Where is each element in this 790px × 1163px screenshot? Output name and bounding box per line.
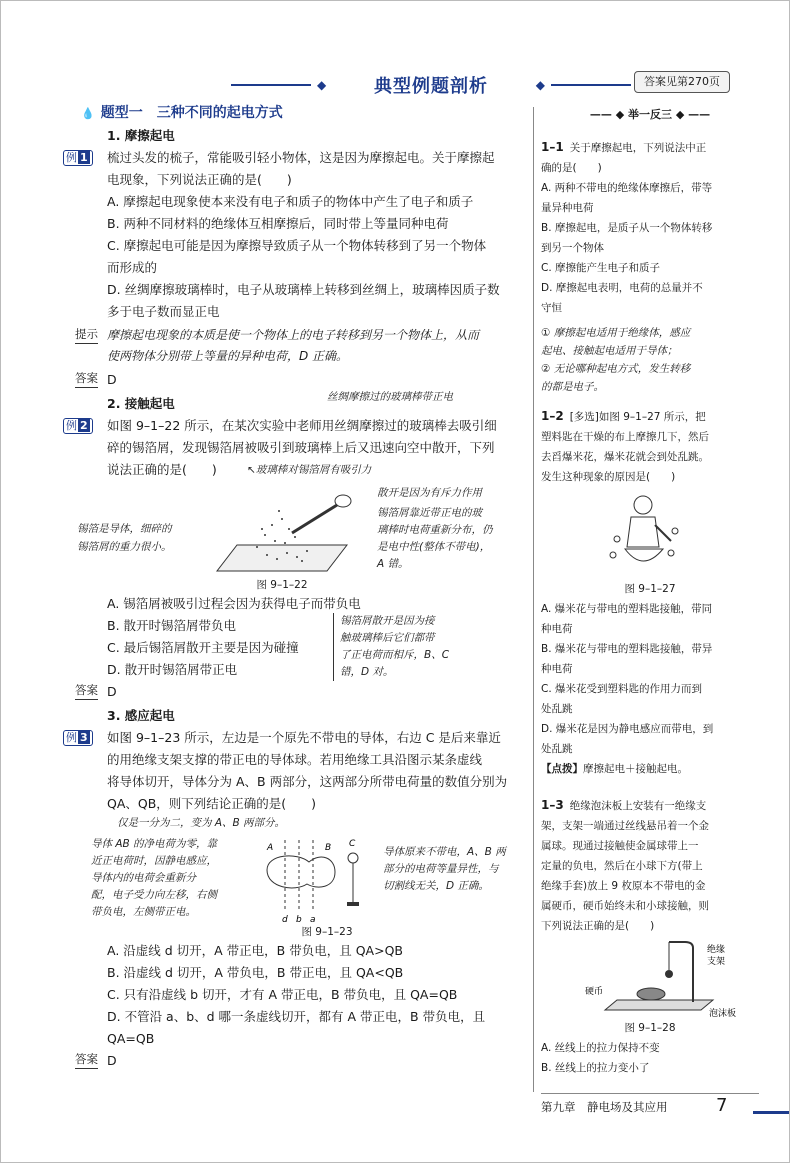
- header-line-right: [551, 84, 631, 86]
- label-coins: 硬币: [585, 987, 604, 997]
- example-tag-3: 例 3: [63, 730, 93, 746]
- option-a: A. 两种不带电的绝缘体摩擦后，带等: [541, 182, 713, 194]
- answer-2: [77, 681, 529, 705]
- note-brace-explanation: 锡箔屑散开是因为接 触玻璃棒后它们都带 了正电荷而相斥，B、C 错，D 对。: [333, 613, 449, 681]
- figure-9-1-22: [77, 481, 529, 593]
- hint-label: 提示: [75, 325, 98, 344]
- note-repulsion: 散开是因为有斥力作用: [377, 487, 482, 499]
- induction-illustration: [257, 836, 367, 924]
- label-a: a: [310, 915, 316, 924]
- option-a: A. 摩擦起电现象使本来没有电子和质子的物体中产生了电子和质子: [107, 194, 474, 209]
- section-title: 典型例题剖析: [374, 76, 488, 97]
- subsection-title-3: 3. 感应起电: [107, 708, 175, 723]
- hint-line: 使两物体分别带上等量的异种电荷，D 正确。: [107, 349, 349, 363]
- q-line: 塑料匙在干燥的布上摩擦几下，然后: [541, 431, 709, 443]
- pendulum-illustration: [581, 938, 751, 1018]
- note-attraction: ↖玻璃棒对锡箔屑有吸引力: [247, 464, 372, 476]
- label-B: B: [325, 843, 332, 853]
- header-ornament-left: ◆: [317, 78, 327, 92]
- chapter-title: 第九章 静电场及其应用: [541, 1100, 668, 1114]
- option-a: A. 沿虚线 d 切开，A 带正电，B 带负电，且 QA>QB: [107, 943, 403, 958]
- q-line: 属硬币，硬币始终未和小球接触，则: [541, 900, 709, 912]
- note-redistribution: 锡箔屑靠近带正电的玻 璃棒时电荷重新分布，仍 是电中性(整体不带电)， A 错。: [377, 507, 493, 570]
- note-conductor-1: 锡箔是导体，细碎的: [77, 523, 172, 535]
- q-line: 发生这种现象的原因是( ): [541, 471, 676, 483]
- answer-label: 答案: [75, 681, 98, 700]
- label-A: A: [267, 843, 274, 853]
- example-tag-1: 例 1: [63, 150, 93, 166]
- practice-number: 1–1: [541, 140, 564, 154]
- option-b-cont: 种电荷: [541, 663, 573, 675]
- answer-3: [77, 1050, 529, 1074]
- main-column: [66, 101, 529, 1074]
- answer-reference-badge: 答案见第270页: [634, 71, 730, 93]
- figure-caption: 图 9–1–22: [256, 579, 308, 591]
- q-line: 如图 9–1–23 所示，左边是一个原先不带电的导体，右边 C 是后来靠近: [107, 730, 501, 745]
- popcorn-illustration: [601, 491, 691, 575]
- option-c: C. 最后锡箔屑散开主要是因为碰撞: [107, 640, 299, 655]
- option-d: D. 不管沿 a、b、d 哪一条虚线切开，都有 A 带正电，B 带负电，且 QA=QB: [107, 1009, 486, 1046]
- q-line: 去舀爆米花，爆米花就会到处乱跳。: [541, 451, 709, 463]
- page-number: 7: [716, 1095, 728, 1116]
- note-induction: 导体 AB 的净电荷为零，靠 近正电荷时，因静电感应， 导体内的电荷会重新分 配，电子受力向左移，右侧 带负电，左侧带正电。: [91, 838, 218, 918]
- example-2-question: [66, 415, 529, 481]
- practice-1-3: [541, 795, 759, 1078]
- label-C: C: [349, 839, 356, 849]
- metal-ball: [665, 970, 673, 978]
- foam-board: [605, 1000, 713, 1010]
- droplets-icon: 💧: [81, 107, 95, 120]
- option-d: D. 丝绸摩擦玻璃棒时，电子从玻璃棒上转移到丝绸上，玻璃棒因质子数: [107, 282, 500, 297]
- option-d: D. 摩擦起电表明，电荷的总量并不: [541, 282, 703, 294]
- foil-experiment-illustration: [197, 485, 367, 577]
- q-line: 关于摩擦起电，下列说法中正: [569, 142, 707, 154]
- option-b: B. 摩擦起电，是质子从一个物体转移: [541, 222, 713, 234]
- option-a: A. 爆米花与带电的塑料匙接触，带同: [541, 603, 713, 615]
- footer-rule: [541, 1093, 759, 1094]
- answer-value: D: [107, 1053, 117, 1068]
- option-d: D. 爆米花是因为静电感应而带电，到: [541, 723, 714, 735]
- hand-icon: [335, 495, 351, 507]
- q-line: 下列说法正确的是( ): [541, 920, 655, 932]
- column-divider: [533, 107, 534, 1092]
- example-2-options: [77, 593, 529, 681]
- option-c: C. 只有沿虚线 b 切开，才有 A 带正电，B 带负电，且 QA=QB: [107, 987, 458, 1002]
- note-split: 仅是一分为二，变为 A、B 两部分。: [117, 817, 286, 829]
- q-line: 属球。现通过接触使金属球带上一: [541, 840, 699, 852]
- option-b: B. 爆米花与带电的塑料匙接触，带异: [541, 643, 713, 655]
- figure-caption: 图 9–1–27: [624, 583, 676, 595]
- figure-caption: 图 9–1–23: [301, 926, 353, 938]
- answer-label: 答案: [75, 1050, 98, 1069]
- option-c: C. 摩擦能产生电子和质子: [541, 262, 661, 274]
- person-body: [627, 517, 659, 547]
- q-line: [多选]如图 9–1–27 所示，把: [569, 411, 706, 423]
- option-b: B. 丝线上的拉力变小了: [541, 1062, 650, 1074]
- option-b-cont: 到另一个物体: [541, 242, 604, 254]
- option-a-cont: 量异种电荷: [541, 202, 594, 214]
- example-tag-2: 例 2: [63, 418, 93, 434]
- answer-value: D: [107, 372, 117, 387]
- example-3-question: [66, 727, 529, 815]
- option-c-cont: 而形成的: [107, 260, 158, 275]
- footer-accent-bar: [753, 1111, 790, 1114]
- stand-base: [347, 902, 359, 906]
- practice-tip: 【点拨】摩擦起电＋接触起电。: [541, 763, 688, 775]
- practice-1-2: [541, 406, 759, 779]
- hint-block: [77, 325, 529, 367]
- option-a-cont: 种电荷: [541, 623, 573, 635]
- option-d: D. 散开时锡箔屑带正电: [107, 662, 238, 677]
- person-head: [634, 496, 652, 514]
- option-b: B. 两种不同材料的绝缘体互相摩擦后，同时带上等量同种电荷: [107, 216, 449, 231]
- q-line: 电现象，下列说法正确的是( ): [107, 172, 292, 187]
- practice-number: 1–3: [541, 798, 564, 812]
- practice-column: [541, 101, 759, 1078]
- q-line-wrap: [107, 459, 529, 481]
- subsection-title-2: 2. 接触起电: [107, 396, 175, 411]
- q-line: 绝缘手套)放上 9 枚原本不带电的金: [541, 880, 706, 892]
- option-b: B. 散开时锡箔屑带负电: [107, 618, 237, 633]
- hint-line: 摩擦起电现象的本质是使一个物体上的电子转移到另一个物体上，从而: [107, 328, 480, 342]
- figure-caption: 图 9–1–28: [624, 1022, 676, 1034]
- topic-title: 题型一 三种不同的起电方式: [100, 105, 283, 121]
- option-c: C. 爆米花受到塑料匙的作用力而到: [541, 683, 703, 695]
- section-header: [231, 73, 631, 97]
- page-footer: [521, 1093, 790, 1123]
- example-1-question: [66, 147, 529, 191]
- practice-heading: —— ◆ 举一反三 ◆ ——: [589, 108, 711, 121]
- q-line: 架，支架一端通过丝线悬吊着一个金: [541, 820, 709, 832]
- practice-note: ① 摩擦起电适用于绝缘体，感应 起电、接触起电适用于导体； ② 无论哪种起电方式，发生转移 的都是电子。: [541, 327, 691, 393]
- label-d: d: [282, 915, 288, 924]
- answer-value: D: [107, 684, 117, 699]
- q-line: 的用绝缘支架支撑的带正电的导体球。若用绝缘工具沿图示某条虚线: [107, 752, 483, 767]
- topic-heading: [77, 101, 529, 125]
- header-ornament-right: ◆: [535, 78, 545, 92]
- figure-9-1-28: [541, 936, 759, 1018]
- label-b: b: [296, 915, 302, 924]
- figure-9-1-23: [77, 836, 529, 940]
- q-line: 碎的锡箔屑，发现锡箔屑被吸引到玻璃棒上后又迅速向空中散开，下列: [107, 440, 495, 455]
- label-support: 支架: [707, 957, 726, 967]
- option-d-cont: 多于电子数而显正电: [107, 304, 220, 319]
- q-line: 定量的负电，然后在小球下方(带上: [541, 860, 703, 872]
- coin-stack: [637, 988, 665, 1000]
- option-a: A. 丝线上的拉力保持不变: [541, 1042, 660, 1054]
- bowl: [625, 549, 663, 561]
- q-line: 将导体切开，导体分为 A、B 两部分，这两部分所带电荷量的数值分别为: [107, 774, 508, 789]
- subsection-title-1: 1. 摩擦起电: [107, 128, 175, 143]
- support-arm: [669, 942, 693, 948]
- practice-number: 1–2: [541, 409, 564, 423]
- q-line: 确的是( ): [541, 162, 602, 174]
- option-c: C. 摩擦起电可能是因为摩擦导致质子从一个物体转移到了另一个物体: [107, 238, 487, 253]
- option-d-cont: 处乱跳: [541, 743, 573, 755]
- conductor-body: [267, 856, 335, 888]
- option-b: B. 沿虚线 d 切开，A 带负电，B 带正电，且 QA<QB: [107, 965, 404, 980]
- charged-sphere: [348, 853, 358, 863]
- option-a: A. 锡箔屑被吸引过程会因为获得电子而带负电: [107, 596, 361, 611]
- q-line: 梳过头发的梳子，常能吸引轻小物体，这是因为摩擦起电。关于摩擦起: [107, 150, 495, 165]
- figure-9-1-27: [541, 487, 759, 579]
- practice-1-1: [541, 137, 759, 396]
- q-line: 如图 9–1–22 所示，在某次实验中老师用丝绸摩擦过的玻璃棒去吸引细: [107, 418, 497, 433]
- label-foam-board: 泡沫板: [709, 1009, 737, 1018]
- note-glass-rod: 丝绸摩擦过的玻璃棒带正电: [327, 391, 453, 403]
- q-line: 说法正确的是( ): [107, 462, 217, 477]
- q-line: QA、QB，则下列结论正确的是( ): [107, 796, 317, 811]
- note-conclusion: 导体原来不带电，A、B 两 部分的电荷等量异性，与 切割线无关，D 正确。: [383, 846, 506, 892]
- q-line: 绝缘泡沫板上安装有一绝缘支: [569, 800, 707, 812]
- option-c-cont: 处乱跳: [541, 703, 573, 715]
- answer-1: [77, 369, 529, 393]
- answer-label: 答案: [75, 369, 98, 388]
- label-insulating: 绝缘: [707, 945, 726, 955]
- foil-plate: [217, 545, 347, 571]
- note-conductor-2: 锡箔屑的重力很小。: [77, 541, 172, 553]
- glass-rod: [292, 505, 337, 533]
- option-d-cont: 守恒: [541, 302, 562, 314]
